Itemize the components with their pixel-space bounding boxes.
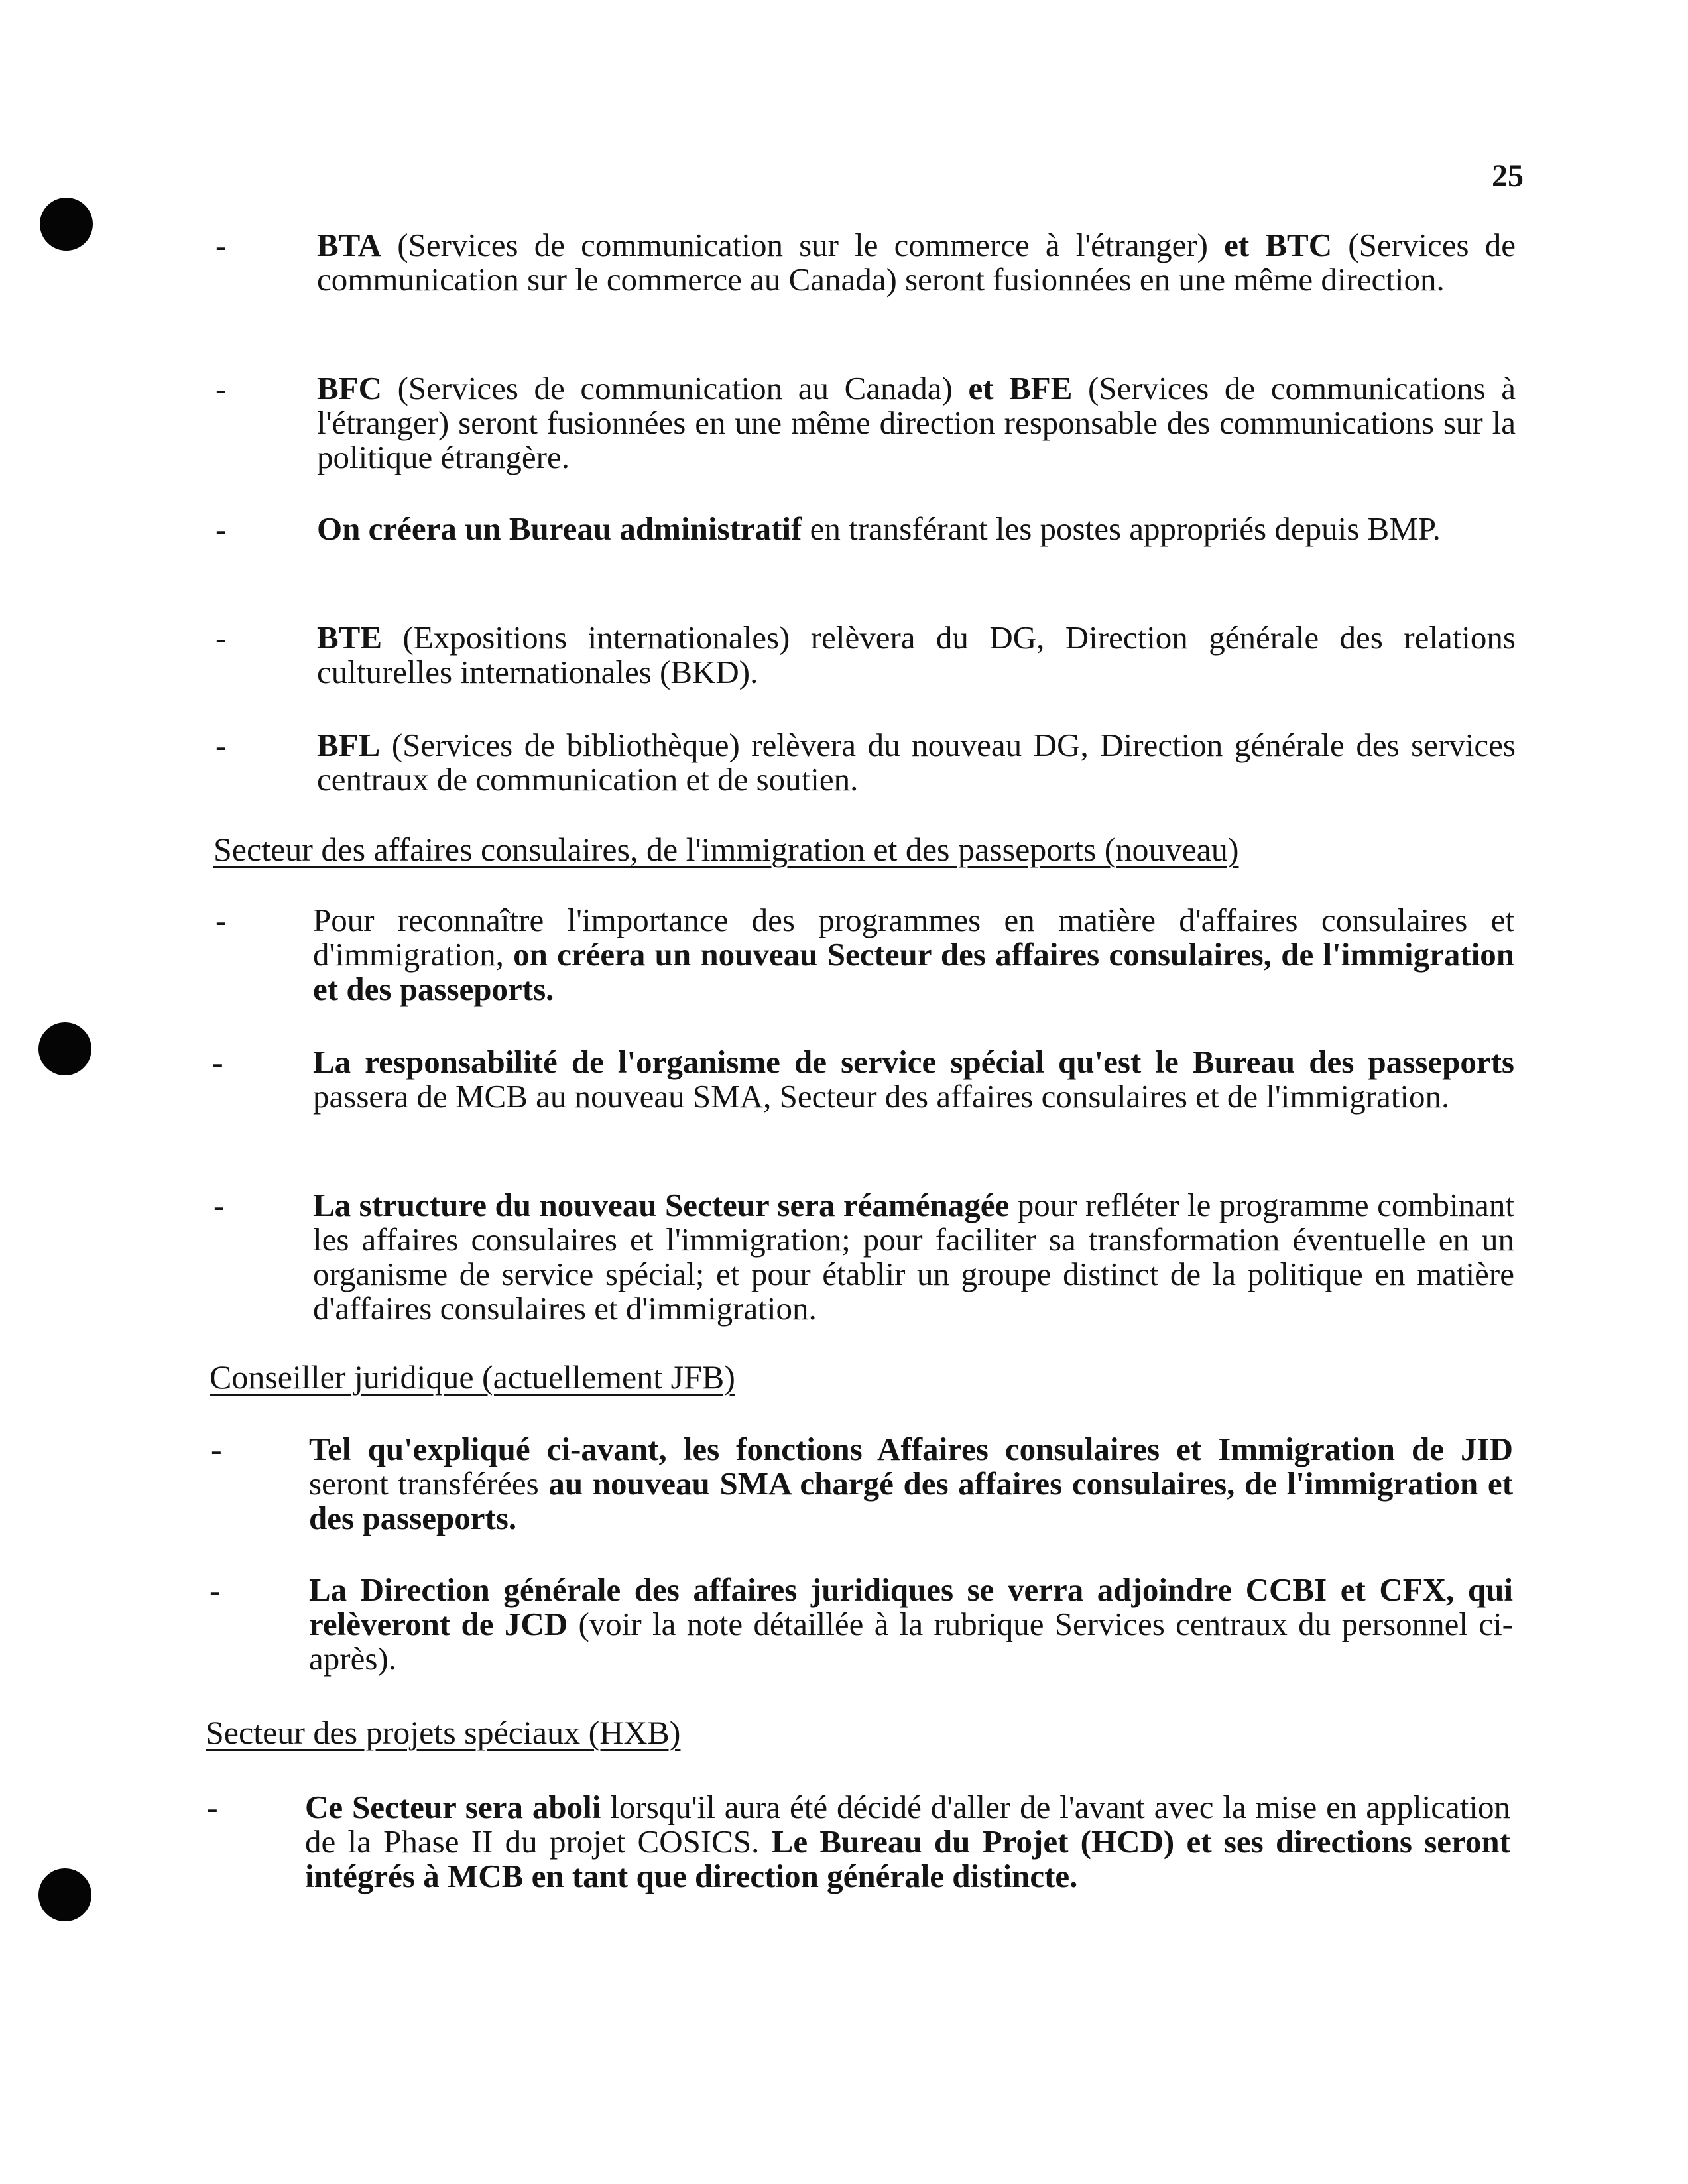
list-item [317, 728, 1516, 797]
list-item [313, 1045, 1514, 1114]
list-item [313, 903, 1514, 1006]
bullet-dash: - [215, 511, 227, 548]
paragraph: BFL (Services de bibliothèque) relèvera du nouveau DG, Direction générale des services centraux de communication et de soutien. [317, 727, 1516, 798]
paragraph: La structure du nouveau Secteur sera réaménagée pour refléter le programme combinant les affaires consulaires et l'immigration; pour faciliter sa transformation éventuelle en un organisme de service spécial; et pour établir un groupe distinct de la politique en matière d'affaires consulaires et d'immigration. [313, 1187, 1514, 1327]
bullet-dash: - [207, 1789, 218, 1826]
paragraph: On créera un Bureau administratif en transférant les postes appropriés depuis BMP. [317, 511, 1441, 547]
bullet-dash: - [213, 1187, 225, 1224]
paragraph: Pour reconnaître l'importance des programmes en matière d'affaires consulaires et d'immigration, on créera un nouveau Secteur des affaires consulaires, de l'immigration et des passeports. [313, 902, 1514, 1007]
paragraph: BFC (Services de communication au Canada) et BFE (Services de communications à l'étranger) seront fusionnées en une même direction responsable des communications sur la politique étrangère. [317, 370, 1516, 475]
list-item [313, 1188, 1514, 1326]
bullet-dash: - [215, 619, 227, 656]
page-number: 25 [1492, 158, 1524, 194]
bullet-dash: - [211, 1431, 222, 1468]
bullet-dash: - [215, 370, 227, 407]
bullet-dash: - [212, 1044, 223, 1081]
list-item [317, 621, 1516, 690]
list-item [317, 371, 1516, 475]
bullet-dash: - [215, 902, 227, 939]
punch-hole-middle [38, 1022, 91, 1075]
bullet-dash: - [210, 1571, 221, 1608]
punch-hole-top [40, 198, 93, 251]
bullet-dash: - [215, 227, 227, 264]
paragraph: Ce Secteur sera aboli lorsqu'il aura été décidé d'aller de l'avant avec la mise en application de la Phase II du projet COSICS. Le Bureau du Projet (HCD) et ses directions seront intégrés à MCB en tant que direction générale distincte. [305, 1789, 1511, 1894]
paragraph: BTE (Expositions internationales) relèvera du DG, Direction générale des relations culturelles internationales (BKD). [317, 619, 1516, 690]
list-item [317, 512, 1516, 546]
section-heading: Conseiller juridique (actuellement JFB) [210, 1359, 735, 1396]
list-item [309, 1432, 1513, 1536]
section-heading: Secteur des projets spéciaux (HXB) [206, 1714, 681, 1751]
paragraph: Tel qu'expliqué ci-avant, les fonctions Affaires consulaires et Immigration de JID seront transférées au nouveau SMA chargé des affaires consulaires, de l'immigration et des passeports. [309, 1431, 1514, 1536]
section-heading: Secteur des affaires consulaires, de l'immigration et des passeports (nouveau) [213, 831, 1239, 868]
list-item [317, 228, 1516, 297]
list-item [305, 1790, 1510, 1894]
paragraph: BTA (Services de communication sur le commerce à l'étranger) et BTC (Services de communication sur le commerce au Canada) seront fusionnées en une même direction. [317, 227, 1516, 298]
bullet-dash: - [215, 727, 227, 764]
paragraph: La Direction générale des affaires juridiques se verra adjoindre CCBI et CFX, qui relèveront de JCD (voir la note détaillée à la rubrique Services centraux du personnel ci-après). [309, 1571, 1513, 1677]
paragraph: La responsabilité de l'organisme de service spécial qu'est le Bureau des passeports passera de MCB au nouveau SMA, Secteur des affaires consulaires et de l'immigration. [313, 1044, 1514, 1115]
list-item [309, 1573, 1513, 1676]
punch-hole-bottom [38, 1868, 91, 1921]
